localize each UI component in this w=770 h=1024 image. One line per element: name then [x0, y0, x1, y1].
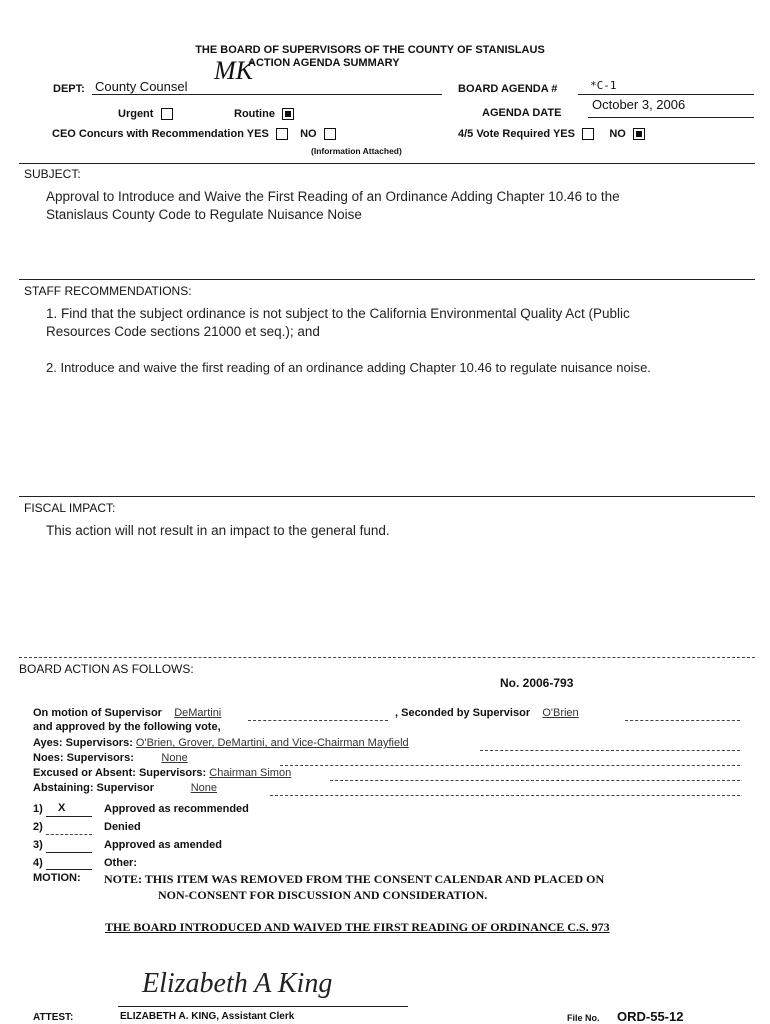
ceo-label: CEO Concurs with Recommendation	[52, 128, 244, 140]
option-3-blank	[46, 852, 92, 853]
vote-no-label: NO	[609, 128, 626, 140]
action-number: No. 2006-793	[500, 676, 574, 690]
motion-supervisor: DeMartini	[174, 707, 222, 719]
header-divider	[19, 163, 755, 164]
routine-row	[234, 108, 294, 120]
option-1-label: Approved as recommended	[104, 803, 249, 815]
approved-by-text: and approved by the following vote,	[33, 721, 221, 733]
ceo-yes-checkbox[interactable]	[276, 128, 288, 140]
noes-fill-line	[280, 765, 740, 766]
excused-fill-line	[330, 780, 740, 781]
ayes-value: O'Brien, Grover, DeMartini, and Vice-Chairman Mayfield	[135, 737, 409, 749]
ayes-label: Ayes: Supervisors:	[33, 737, 133, 749]
clerk-signature: Elizabeth A King	[142, 968, 333, 999]
dept-underline	[92, 94, 442, 95]
abstaining-value: None	[190, 782, 218, 794]
header-title-line2: ACTION AGENDA SUMMARY	[248, 57, 400, 69]
recommendation-1-line2: Resources Code sections 21000 et seq.); and	[46, 324, 320, 339]
option-4-label: Other:	[104, 857, 137, 869]
vote-yes-label: YES	[552, 128, 575, 140]
agenda-date-label: AGENDA DATE	[482, 107, 562, 119]
option-1-blank	[46, 816, 92, 817]
subject-label: SUBJECT:	[24, 167, 81, 181]
noes-value: None	[161, 752, 188, 764]
fiscal-impact-label: FISCAL IMPACT:	[24, 501, 116, 515]
agenda-number-label: BOARD AGENDA #	[458, 83, 558, 95]
seconded-label: , Seconded by Supervisor	[395, 707, 531, 719]
abstaining-label: Abstaining: Supervisor	[33, 782, 155, 794]
motion-row	[33, 707, 221, 719]
abstaining-row	[33, 782, 217, 794]
recommendation-2: 2. Introduce and waive the first reading of an ordinance adding Chapter 10.46 to regulate nuisance noise.	[46, 360, 651, 375]
dept-value: County Counsel	[95, 79, 188, 94]
agenda-number-underline	[578, 94, 754, 95]
excused-row	[33, 767, 291, 779]
seconded-row	[395, 707, 579, 719]
fiscal-impact-text: This action will not result in an impact to the general fund.	[46, 523, 390, 538]
note-line1: NOTE: THIS ITEM WAS REMOVED FROM THE CONSENT CALENDAR AND PLACED ON	[104, 872, 605, 886]
ceo-yes-label: YES	[246, 128, 269, 140]
signature-line	[118, 1006, 408, 1007]
ayes-row	[33, 737, 409, 749]
urgent-row	[118, 108, 173, 120]
excused-label: Excused or Absent: Supervisors:	[33, 767, 207, 779]
option-4-number: 4)	[33, 857, 43, 869]
noes-row	[33, 752, 188, 764]
dept-label: DEPT:	[53, 83, 85, 95]
ayes-fill-line	[480, 750, 740, 751]
vote-no-checkbox[interactable]	[633, 128, 645, 140]
noes-label: Noes: Supervisors:	[33, 752, 134, 764]
staff-recommendations-label: STAFF RECOMMENDATIONS:	[24, 284, 192, 298]
initials-mark: MK	[214, 56, 253, 85]
file-number-label: File No.	[567, 1013, 600, 1023]
vote-required-label: 4/5 Vote Required	[458, 128, 551, 140]
attest-label: ATTEST:	[33, 1012, 74, 1023]
ceo-row	[52, 128, 336, 140]
routine-label: Routine	[234, 108, 275, 120]
ceo-no-checkbox[interactable]	[324, 128, 336, 140]
motion-fill-line	[248, 720, 388, 721]
option-3-label: Approved as amended	[104, 839, 222, 851]
option-2-blank	[46, 834, 92, 835]
abstaining-fill-line	[270, 795, 740, 796]
seconded-fill-line	[625, 720, 740, 721]
motion-heading: MOTION:	[33, 872, 81, 884]
urgent-checkbox[interactable]	[161, 108, 173, 120]
option-2-number: 2)	[33, 821, 43, 833]
recommendation-1-line1: 1. Find that the subject ordinance is not subject to the California Environmental Quality Act (Public	[46, 306, 630, 321]
ceo-no-label: NO	[300, 128, 317, 140]
option-2-label: Denied	[104, 821, 141, 833]
motion-label: On motion of Supervisor	[33, 707, 162, 719]
fiscal-divider	[19, 657, 755, 658]
agenda-number-value: *C-1	[590, 79, 617, 92]
ordinance-statement: THE BOARD INTRODUCED AND WAIVED THE FIRST READING OF ORDINANCE C.S. 973	[105, 920, 610, 934]
option-4-blank	[46, 869, 92, 870]
subject-line2: Stanislaus County Code to Regulate Nuisance Noise	[46, 207, 362, 222]
option-1-mark[interactable]: X	[58, 802, 66, 814]
seconded-supervisor: O'Brien	[542, 707, 579, 719]
agenda-date-value: October 3, 2006	[592, 97, 686, 112]
vote-yes-checkbox[interactable]	[582, 128, 594, 140]
subject-divider	[19, 279, 755, 280]
option-3-number: 3)	[33, 839, 43, 851]
header-title-line1: THE BOARD OF SUPERVISORS OF THE COUNTY OF STANISLAUS	[195, 44, 545, 56]
file-number-value: ORD-55-12	[617, 1009, 684, 1024]
information-attached-note: (Information Attached)	[311, 146, 402, 156]
excused-value: Chairman Simon	[209, 767, 292, 779]
agenda-date-underline	[588, 117, 754, 118]
urgent-label: Urgent	[118, 108, 154, 120]
staff-divider	[19, 496, 755, 497]
board-action-label: BOARD ACTION AS FOLLOWS:	[19, 662, 194, 676]
clerk-name: ELIZABETH A. KING, Assistant Clerk	[120, 1011, 295, 1022]
subject-line1: Approval to Introduce and Waive the First Reading of an Ordinance Adding Chapter 10.46 to the	[46, 189, 620, 204]
option-1-number: 1)	[33, 803, 43, 815]
note-line2: NON-CONSENT FOR DISCUSSION AND CONSIDERATION.	[158, 888, 488, 902]
routine-checkbox[interactable]	[282, 108, 294, 120]
vote-required-row	[458, 128, 645, 140]
